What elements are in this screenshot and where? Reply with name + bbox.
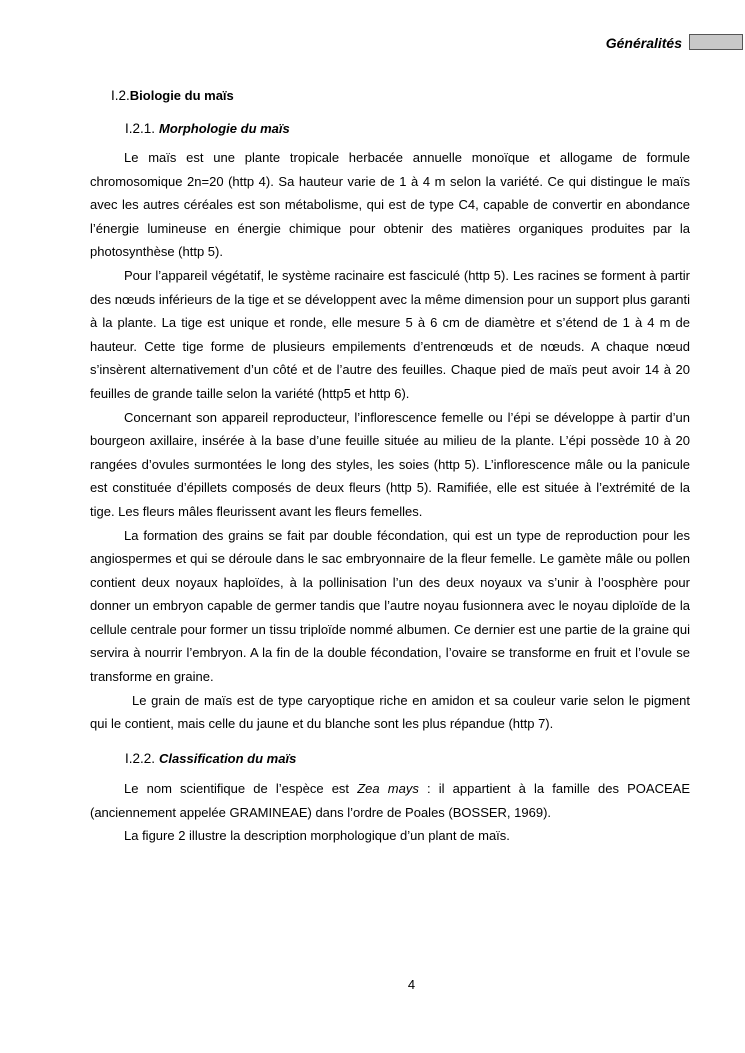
paragraph: La formation des grains se fait par double fécondation, qui est un type de reproduction pour les angiospermes et qui se déroule dans le sac embryonnaire de la fleur femelle. Le gamète mâle ou pollen contient deux noyaux haploïdes, à la pollinisation l’un des deux noyaux va s’unir à l’oosphère pour donner un embryon capable de germer tandis que l’autre noyau fusionnera avec le noyau diploïde de la cellule centrale pour former un tissu triploïde nommé albumen. Ce dernier est une partie de la graine qui servira à nourrir l’embryon. A la fin de la double fécondation, l’ovaire se transforme en fruit et l’ovule se transforme en graine. — [90, 527, 690, 685]
subsection-heading-classification — [125, 751, 296, 766]
text-span: Le nom scientifique de l’espèce est — [124, 781, 358, 796]
paragraph — [90, 777, 690, 824]
classification-body — [90, 777, 690, 848]
section-title: Biologie du maïs — [129, 88, 234, 103]
morphology-body — [90, 146, 690, 736]
subsection-title: Morphologie du maïs — [159, 121, 290, 136]
text-span: : il appartient à la famille des POACEAE (anciennement appelée GRAMINEAE) dans l’ordre de Poales (BOSSER, 1969). — [90, 781, 690, 820]
subsection-number: I.2.2. — [125, 751, 156, 766]
paragraph: Concernant son appareil reproducteur, l’inflorescence femelle ou l’épi se développe à partir d’un bourgeon axillaire, insérée à la base d’une feuille située au milieu de la plante. L’épi possède 10 à 20 rangées d’ovules surmontées le long des styles, les soies (http 5). L’inflorescence mâle ou la panicule est constituée d’épillets composés de deux fleurs (http 5). Ramifiée, elle est située à l’extrémité de la tige. Les fleurs mâles fleurissent avant les fleurs femelles. — [90, 409, 690, 519]
page-number: 4 — [407, 977, 416, 992]
subsection-heading-morphology — [125, 121, 290, 136]
page-header — [0, 34, 745, 54]
paragraph: La figure 2 illustre la description morphologique d’un plant de maïs. — [124, 828, 510, 844]
paragraph: Le grain de maïs est de type caryoptique riche en amidon et sa couleur varie selon le pigment qui le contient, mais celle du jaune et du blanche sont les plus répandue (http 7). — [90, 692, 690, 732]
section-number: I.2. — [111, 88, 130, 103]
subsection-title: Classification du maïs — [159, 751, 297, 766]
header-decoration-box — [689, 34, 743, 50]
section-heading — [111, 88, 234, 103]
header-title: Généralités — [605, 35, 682, 51]
paragraph: Pour l’appareil végétatif, le système racinaire est fasciculé (http 5). Les racines se forment à partir des nœuds inférieurs de la tige et se développent avec la même dimension pour un support plus garanti à la plante. La tige est unique et ronde, elle mesure 5 à 6 cm de diamètre et s’étend de 1 à 4 m de hauteur. Cette tige forme de plusieurs empilements d’entrenœuds et de nœuds. A chaque nœud s’insèrent alternativement d’un côté et de l’autre des feuilles. Chaque pied de maïs peut avoir 14 à 20 feuilles de grande taille selon la variété (http5 et http 6). — [90, 267, 690, 401]
subsection-number: I.2.1. — [125, 121, 156, 136]
species-name: Zea mays — [357, 781, 419, 796]
paragraph: Le maïs est une plante tropicale herbacée annuelle monoïque et allogame de formule chromosomique 2n=20 (http 4). Sa hauteur varie de 1 à 4 m selon la variété. Ce qui distingue le maïs avec les autres céréales est son métabolisme, qui est de type C4, capable de convertir en abondance l’énergie lumineuse en énergie chimique pour obtenir des matières organiques produites par la photosynthèse (http 5). — [90, 150, 690, 260]
